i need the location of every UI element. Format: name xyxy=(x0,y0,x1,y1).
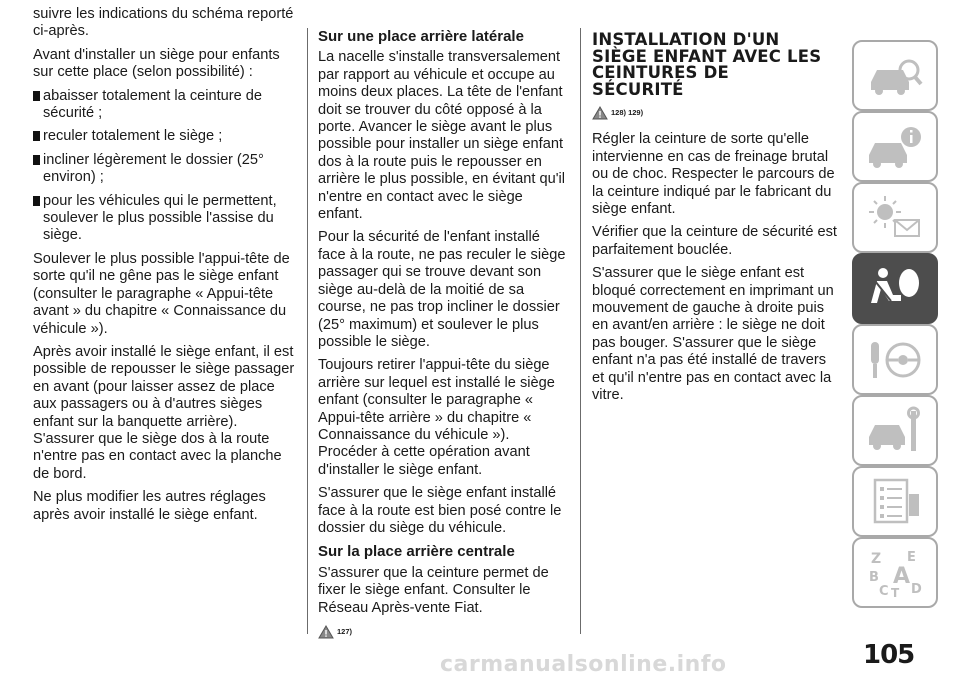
bullet-square-icon xyxy=(33,131,40,141)
index-letter: D xyxy=(911,581,922,597)
index-letter: Z xyxy=(871,550,882,567)
airbag-safety-icon xyxy=(865,263,925,315)
chapter-tab-steering-key[interactable] xyxy=(852,324,938,395)
chapter-tab-airbag-safety[interactable] xyxy=(852,253,938,324)
chapter-tab-warning-lights[interactable] xyxy=(852,182,938,253)
section-heading: Sur la place arrière centrale xyxy=(318,543,515,561)
warning-triangle-icon xyxy=(318,625,334,639)
chapter-tab-car-search[interactable] xyxy=(852,40,938,111)
warning-reference: 128) 129) xyxy=(592,104,842,121)
section-heading: Sur une place arrière latérale xyxy=(318,28,524,45)
paragraph: S'assurer que la ceinture permet de fixer le siège enfant. Consulter le Réseau Après-vente Fiat. xyxy=(318,564,549,616)
paragraph: S'assurer que le siège enfant installé face à la route est bien posé contre le dossier du siège du véhicule. xyxy=(318,485,562,536)
index-letter: T xyxy=(891,585,900,599)
bullet-square-icon xyxy=(33,196,40,206)
text-column-1 xyxy=(33,6,297,530)
bullet-square-icon xyxy=(33,155,40,165)
car-info-icon xyxy=(865,121,925,173)
paragraph: Régler la ceinture de sorte qu'elle intervienne en cas de freinage brutal ou de choc. Respecter le parcours de la ceinture indiqué par le fabricant du siège enfant. xyxy=(592,131,835,218)
chapter-tab-specs[interactable] xyxy=(852,466,938,537)
paragraph: suivre les indications du schéma reporté ci-après. xyxy=(33,6,294,40)
paragraph: Vérifier que la ceinture de sécurité est parfaitement bouclée. xyxy=(592,224,837,258)
index-letter: C xyxy=(879,583,889,599)
paragraph: La nacelle s'installe transversalement par rapport au véhicule et occupe au moins deux places. La tête de l'enfant doit se trouver du côté opposé à la porte. Avancer le siège avant le plus possible pour installer un siège enfant dos à la route puis le repousser en arrière le plus possible, en évitant qu'il n'entre en contact avec le siège enfant. xyxy=(318,49,565,223)
warning-triangle-icon xyxy=(592,106,608,120)
column-divider xyxy=(307,28,308,634)
chapter-tab-car-tools[interactable] xyxy=(852,395,938,466)
column-divider xyxy=(580,28,581,634)
warning-lights-icon xyxy=(865,192,925,244)
paragraph: S'assurer que le siège enfant est bloqué correctement en imprimant un mouvement de gauche à droite puis en avant/en arrière : le siège ne doit pas bouger. S'assurer que le siège enfant n'a pas été installé de travers et qu'il n'entre pas en contact avec la vitre. xyxy=(592,265,834,404)
index-letter: A xyxy=(893,563,911,589)
page-number: 105 xyxy=(863,640,915,670)
text-column-3 xyxy=(592,6,842,411)
bullet-item: abaisser totalement la ceinture de sécurité ; xyxy=(33,88,297,123)
bullet-item: pour les véhicules qui le permettent, soulever le plus possible l'assise du siège. xyxy=(33,193,297,245)
text-column-2 xyxy=(318,6,570,650)
index-letter: B xyxy=(869,569,879,585)
specs-list-icon xyxy=(865,476,925,528)
car-tools-icon xyxy=(865,405,925,457)
paragraph: Soulever le plus possible l'appui-tête de sorte qu'il ne gêne pas le siège enfant (consulter le paragraphe « Appui-tête avant » du chapitre « Connaissance du véhicule »). xyxy=(33,250,290,337)
bullet-square-icon xyxy=(33,91,40,101)
main-heading: INSTALLATION D'UN SIÈGE ENFANT AVEC LES CEINTURES DE SÉCURITÉ xyxy=(592,30,822,99)
paragraph: Ne plus modifier les autres réglages après avoir installé le siège enfant. xyxy=(33,489,266,523)
chapter-tab-car-info[interactable] xyxy=(852,111,938,182)
paragraph: Avant d'installer un siège pour enfants sur cette place (selon possibilité) : xyxy=(33,46,280,81)
paragraph: Pour la sécurité de l'enfant installé face à la route, ne pas reculer le siège passager qui se trouve devant son siège au-delà de la moitié de sa course, ne pas trop incliner le dossier (25° maximum) et soulever le plus possible le siège. xyxy=(318,229,566,350)
chapter-tab-index[interactable] xyxy=(852,537,938,608)
car-search-icon xyxy=(865,50,925,102)
footer-watermark: carmanualsonline.info xyxy=(440,652,727,677)
bullet-item: incliner légèrement le dossier (25° environ) ; xyxy=(33,152,297,187)
paragraph: Toujours retirer l'appui-tête du siège arrière sur lequel est installé le siège enfant (consulter le paragraphe « Appui-tête arrière » du chapitre « Connaissance du véhicule »). Procéder à cette opération avant d'installer le siège enfant. xyxy=(318,357,555,478)
steering-wheel-key-icon xyxy=(865,334,925,386)
warning-reference: 127) xyxy=(318,623,570,640)
index-letter: E xyxy=(907,549,916,565)
index-letters-icon xyxy=(865,547,925,599)
bullet-item: reculer totalement le siège ; xyxy=(33,128,297,145)
paragraph: Après avoir installé le siège enfant, il est possible de repousser le siège passager en avant (pour laisser assez de place aux passagers ou à d'autres sièges enfant sur la banquette arrière). S'assurer que le siège dos à la route n'entre pas en contact avec la planche de bord. xyxy=(33,343,295,482)
